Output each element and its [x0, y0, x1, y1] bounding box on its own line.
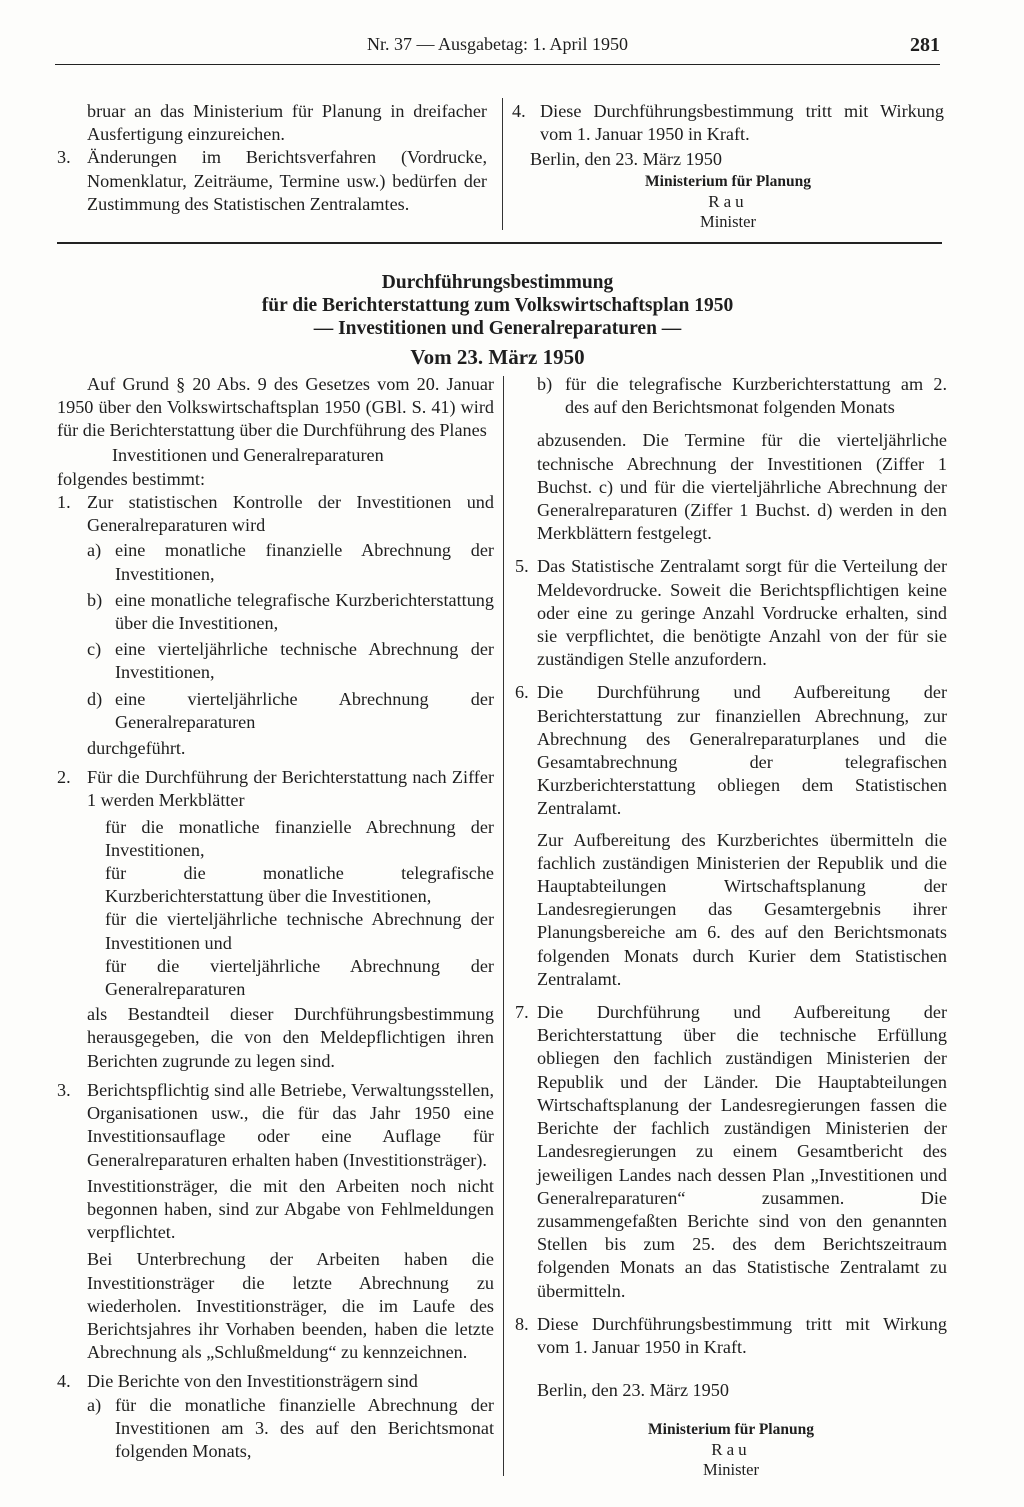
sub-item-a — [87, 539, 494, 585]
ordered-line: folgendes bestimmt: — [57, 468, 206, 489]
sub-item-c — [87, 638, 494, 684]
item-text: Die Durchführung und Aufbereitung der Berichterstattung über die technische Erfüllung obliegen den fachlich zuständigen Ministerien der Republik und der Länder. Die Hauptabteilungen Wirtschaftsplanung der Landesregierungen fassen die Berichte der fachlich zuständigen Ministerien der Landesregierungen zu einem Gesamtbericht des jeweiligen Landes nach dessen Plan „Investitionen und Generalreparaturen“ zusammen. Die zusammengefaßten Berichte sind von den genannten Stellen bis zum 25. des dem Berichtszeitraum folgenden Monats an das Statistische Zentralamt zu übermitteln. — [537, 1002, 947, 1301]
item-1 — [57, 491, 494, 537]
item-7 — [515, 1001, 947, 1303]
signatory-role: Minister — [703, 1460, 759, 1480]
item-number: 6. — [515, 682, 529, 703]
item-number: 3. — [57, 1079, 71, 1100]
sub-item-d — [87, 688, 494, 734]
leaflet-2: für die monatliche telegrafische Kurzberichterstattung über die Investitionen, — [105, 863, 494, 907]
top-column-divider — [502, 98, 503, 230]
item-3-para-2: Investitionsträger, die mit den Arbeiten noch nicht begonnen haben, sind zur Abgabe von Fehlmeldungen verpflichtet. — [87, 1175, 494, 1243]
item-number: 4. — [512, 101, 526, 121]
item-2 — [57, 766, 494, 812]
item-text: Änderungen im Berichtsverfahren (Vordrucke, Nomenklatur, Zeiträume, Termine usw.) bedürfen der Zustimmung des Statistischen Zentralamtes. — [87, 147, 487, 214]
sub-text: eine vierteljährliche Abrechnung der Generalreparaturen — [115, 688, 494, 732]
item-number: 7. — [515, 1002, 529, 1023]
item-text: Zur statistischen Kontrolle der Investitionen und Generalreparaturen wird — [87, 492, 494, 536]
header-rule — [55, 64, 940, 65]
title-line-2: für die Berichterstattung zum Volkswirtschaftsplan 1950 — [261, 295, 734, 316]
sub-text: eine monatliche finanzielle Abrechnung der Investitionen, — [115, 540, 494, 584]
item-text: Die Berichte von den Investitionsträgern sind — [87, 1371, 418, 1392]
item-8 — [515, 1313, 947, 1359]
page-header — [55, 34, 940, 66]
main-right-column — [515, 373, 947, 1480]
signature-block — [515, 1420, 947, 1480]
leaflet-3: für die vierteljährliche technische Abrechnung der Investitionen und — [105, 909, 494, 953]
leaflet-4: für die vierteljährliche Abrechnung der Generalreparaturen — [105, 955, 494, 1000]
sub-item-4b — [515, 373, 947, 419]
signatory-name: Rau — [711, 1440, 751, 1460]
sub-text: für die monatliche finanzielle Abrechnung der Investitionen am 3. des auf den Berichtsmonat folgenden Monats, — [115, 1394, 494, 1461]
item-4 — [57, 1370, 494, 1393]
sub-letter: c) — [87, 639, 102, 660]
item-2-end: als Bestandteil dieser Durchführungsbestimmung herausgegeben, die von den Meldepflichtigen ihren Berichten zugrunde zu legen sind. — [87, 1004, 494, 1071]
sub-item-4a — [57, 1394, 494, 1464]
item-text: Berichtspflichtig sind alle Betriebe, Verwaltungsstellen, Organisationen usw., die für das Jahr 1950 eine Investitionsauflage oder eine Auflage für Generalreparaturen erhalten haben (Investitionsträger). — [87, 1079, 494, 1170]
sub-item-b — [87, 589, 494, 635]
sub-text: für die telegrafische Kurzberichterstattung am 2. des auf den Berichtsmonat folgenden Monats — [565, 374, 947, 418]
item-3 — [57, 1079, 494, 1172]
item-3-para-3: Bei Unterbrechung der Arbeiten haben die Investitionsträger die letzte Abrechnung zu wiederholen. Investitionsträger, die im Laufe des Berichtsjahres ihr Vorhaben beenden, haben die letzte Abrechnung als „Schlußmeldung“ zu kennzeichnen. — [87, 1249, 494, 1363]
item-1-sublist — [57, 539, 494, 760]
section-rule — [57, 242, 942, 244]
issue-line: Nr. 37 — Ausgabetag: 1. April 1950 — [367, 34, 628, 54]
sub-letter: b) — [537, 374, 553, 394]
preamble: Auf Grund § 20 Abs. 9 des Gesetzes vom 20. Januar 1950 über den Volkswirtschaftsplan 1950 (GBl. S. 41) wird für die Berichterstattung über die Durchführung des Planes — [57, 374, 494, 441]
ministry: Ministerium für Planung — [648, 1421, 814, 1439]
item-6-para-2: Zur Aufbereitung des Kurzberichtes übermitteln die fachlich zuständigen Ministerien der Republik und die Hauptabteilungen Wirtschaftsplanung der Landesregierungen das Gesamtergebnis ihrer Planungsbereiche am 6. des auf den Berichtsmonats folgenden Monats durch Kurier dem Statistischen Zentralamt. — [537, 829, 947, 989]
item-text: Für die Durchführung der Berichterstattung nach Ziffer 1 werden Merkblätter — [87, 767, 494, 811]
item-text: Das Statistische Zentralamt sorgt für die Verteilung der Meldevordrucke. Soweit die Berichtspflichtigen keine oder eine zu geringe Anzahl Vordrucke erhalten, sind sie verpflichtet, die benötigte Anzahl von der für sie zuständigen Stelle anzufordern. — [537, 556, 947, 670]
item-1-end: durchgeführt. — [87, 738, 186, 759]
subject-line: Investitionen und Generalreparaturen — [112, 444, 384, 465]
signatory-name: Rau — [708, 191, 748, 211]
sub-text: eine vierteljährliche technische Abrechnung der Investitionen, — [115, 639, 494, 683]
sub-text: eine monatliche telegrafische Kurzberichterstattung über die Investitionen, — [115, 589, 494, 634]
sub-letter: d) — [87, 688, 103, 709]
title-line-3: — Investitionen und Generalreparaturen — — [313, 318, 682, 339]
top-left-column — [57, 100, 487, 216]
main-left-column — [57, 373, 494, 1466]
regulation-title — [55, 271, 940, 369]
top-right-column — [512, 100, 944, 232]
signature-block — [512, 172, 944, 232]
ministry: Ministerium für Planung — [645, 172, 811, 190]
page-number: 281 — [910, 34, 940, 56]
item-6 — [515, 681, 947, 820]
item-text: Die Durchführung und Aufbereitung der Berichterstattung zur finanziellen Abrechnung, zur Abrechnung des Generalreparaturplanes und die Gesamtabrechnung der telegrafischen Kurzberichterstattung obliegen dem Statistischen Zentralamt. — [537, 682, 947, 819]
top-item-4 — [512, 100, 944, 146]
top-item-3 — [57, 146, 487, 216]
signatory-role: Minister — [700, 211, 756, 231]
sub-letter: b) — [87, 589, 103, 610]
item-number: 8. — [515, 1313, 529, 1334]
item-number: 3. — [57, 147, 71, 168]
leaflet-1: für die monatliche finanzielle Abrechnung der Investitionen, — [105, 816, 494, 860]
item-4-end: abzusenden. Die Termine für die vierteljährliche technische Abrechnung der Investitionen (Ziffer 1 Buchst. c) und für die vierteljährliche Abrechnung der Generalreparaturen (Ziffer 1 Buchst. d) werden in den Merkblättern festgelegt. — [537, 430, 947, 544]
item-2-list — [57, 816, 494, 1002]
item-text: Diese Durchführungsbestimmung tritt mit Wirkung vom 1. Januar 1950 in Kraft. — [540, 101, 944, 145]
title-date: Vom 23. März 1950 — [410, 345, 585, 369]
item-text: Diese Durchführungsbestimmung tritt mit Wirkung vom 1. Januar 1950 in Kraft. — [537, 1313, 947, 1357]
item-5 — [515, 555, 947, 671]
sub-letter: a) — [87, 1394, 102, 1415]
main-column-divider — [503, 376, 504, 1476]
place-date: Berlin, den 23. März 1950 — [530, 149, 722, 170]
item-number: 4. — [57, 1371, 71, 1392]
item-number: 2. — [57, 767, 71, 788]
item-number: 1. — [57, 492, 71, 513]
title-line-1: Durchführungsbestimmung — [381, 272, 614, 293]
continued-text: bruar an das Ministerium für Planung in dreifacher Ausfertigung einzureichen. — [87, 101, 487, 145]
item-number: 5. — [515, 556, 529, 577]
place-date: Berlin, den 23. März 1950 — [537, 1380, 729, 1401]
sub-letter: a) — [87, 540, 102, 561]
